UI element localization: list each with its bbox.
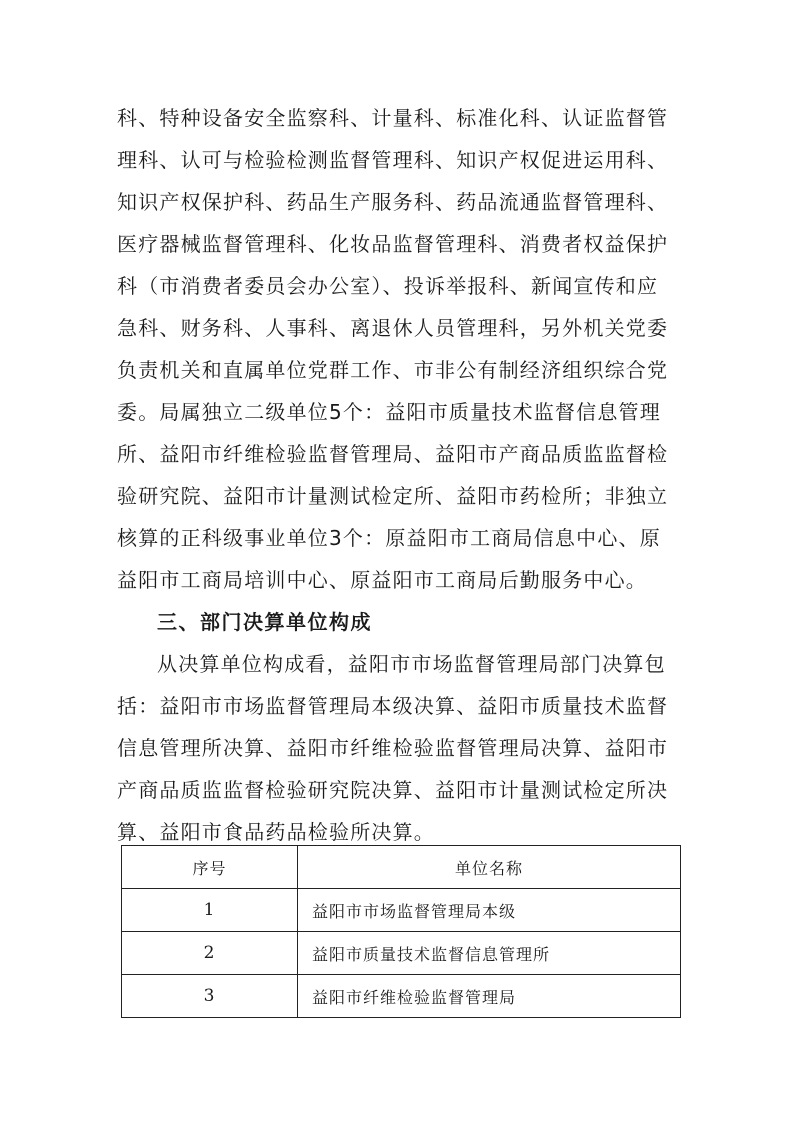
body-line: 医疗器械监督管理科、化妆品监督管理科、消费者权益保护: [117, 232, 669, 256]
section-line: 产商品质监监督检验研究院决算、益阳市计量测试检定所决: [117, 778, 669, 802]
body-line: 科、特种设备安全监察科、计量科、标准化科、认证监督管: [117, 106, 669, 130]
section-line: 括：益阳市市场监督管理局本级决算、益阳市质量技术监督: [117, 694, 669, 718]
body-line: 科（市消费者委员会办公室）、投诉举报科、新闻宣传和应: [117, 274, 659, 298]
header-index: 序号: [122, 846, 298, 889]
body-line: 益阳市工商局培训中心、原益阳市工商局后勤服务中心。: [117, 568, 647, 592]
body-line: 知识产权保护科、药品生产服务科、药品流通监督管理科、: [117, 190, 669, 214]
section-heading: 三、部门决算单位构成: [157, 610, 372, 634]
section-line: 从决算单位构成看，益阳市市场监督管理局部门决算包: [157, 652, 666, 676]
row-unit-name: 益阳市纤维检验监督管理局: [298, 975, 681, 1018]
body-line: 验研究院、益阳市计量测试检定所、益阳市药检所；非独立: [117, 484, 669, 508]
row-index: 3: [122, 975, 298, 1018]
body-line: 所、益阳市纤维检验监督管理局、益阳市产商品质监监督检: [117, 442, 669, 466]
body-line: 急科、财务科、人事科、离退休人员管理科，另外机关党委: [117, 316, 669, 340]
table-row: [122, 975, 681, 1018]
table-header-row: [122, 846, 681, 889]
document-body: [117, 97, 681, 853]
row-index: 2: [122, 932, 298, 975]
body-line: 负责机关和直属单位党群工作、市非公有制经济组织综合党: [117, 358, 669, 382]
body-line: 委。局属独立二级单位5个：益阳市质量技术监督信息管理: [117, 400, 661, 424]
section-line: 算、益阳市食品药品检验所决算。: [117, 820, 435, 844]
table-row: [122, 889, 681, 932]
row-unit-name: 益阳市质量技术监督信息管理所: [298, 932, 681, 975]
header-unit-name: 单位名称: [298, 846, 681, 889]
table-row: [122, 932, 681, 975]
row-unit-name: 益阳市市场监督管理局本级: [298, 889, 681, 932]
section-line: 信息管理所决算、益阳市纤维检验监督管理局决算、益阳市: [117, 736, 669, 760]
unit-table: [121, 845, 681, 1018]
body-line: 核算的正科级事业单位3个：原益阳市工商局信息中心、原: [117, 526, 661, 550]
body-line: 理科、认可与检验检测监督管理科、知识产权促进运用科、: [117, 148, 669, 172]
row-index: 1: [122, 889, 298, 932]
